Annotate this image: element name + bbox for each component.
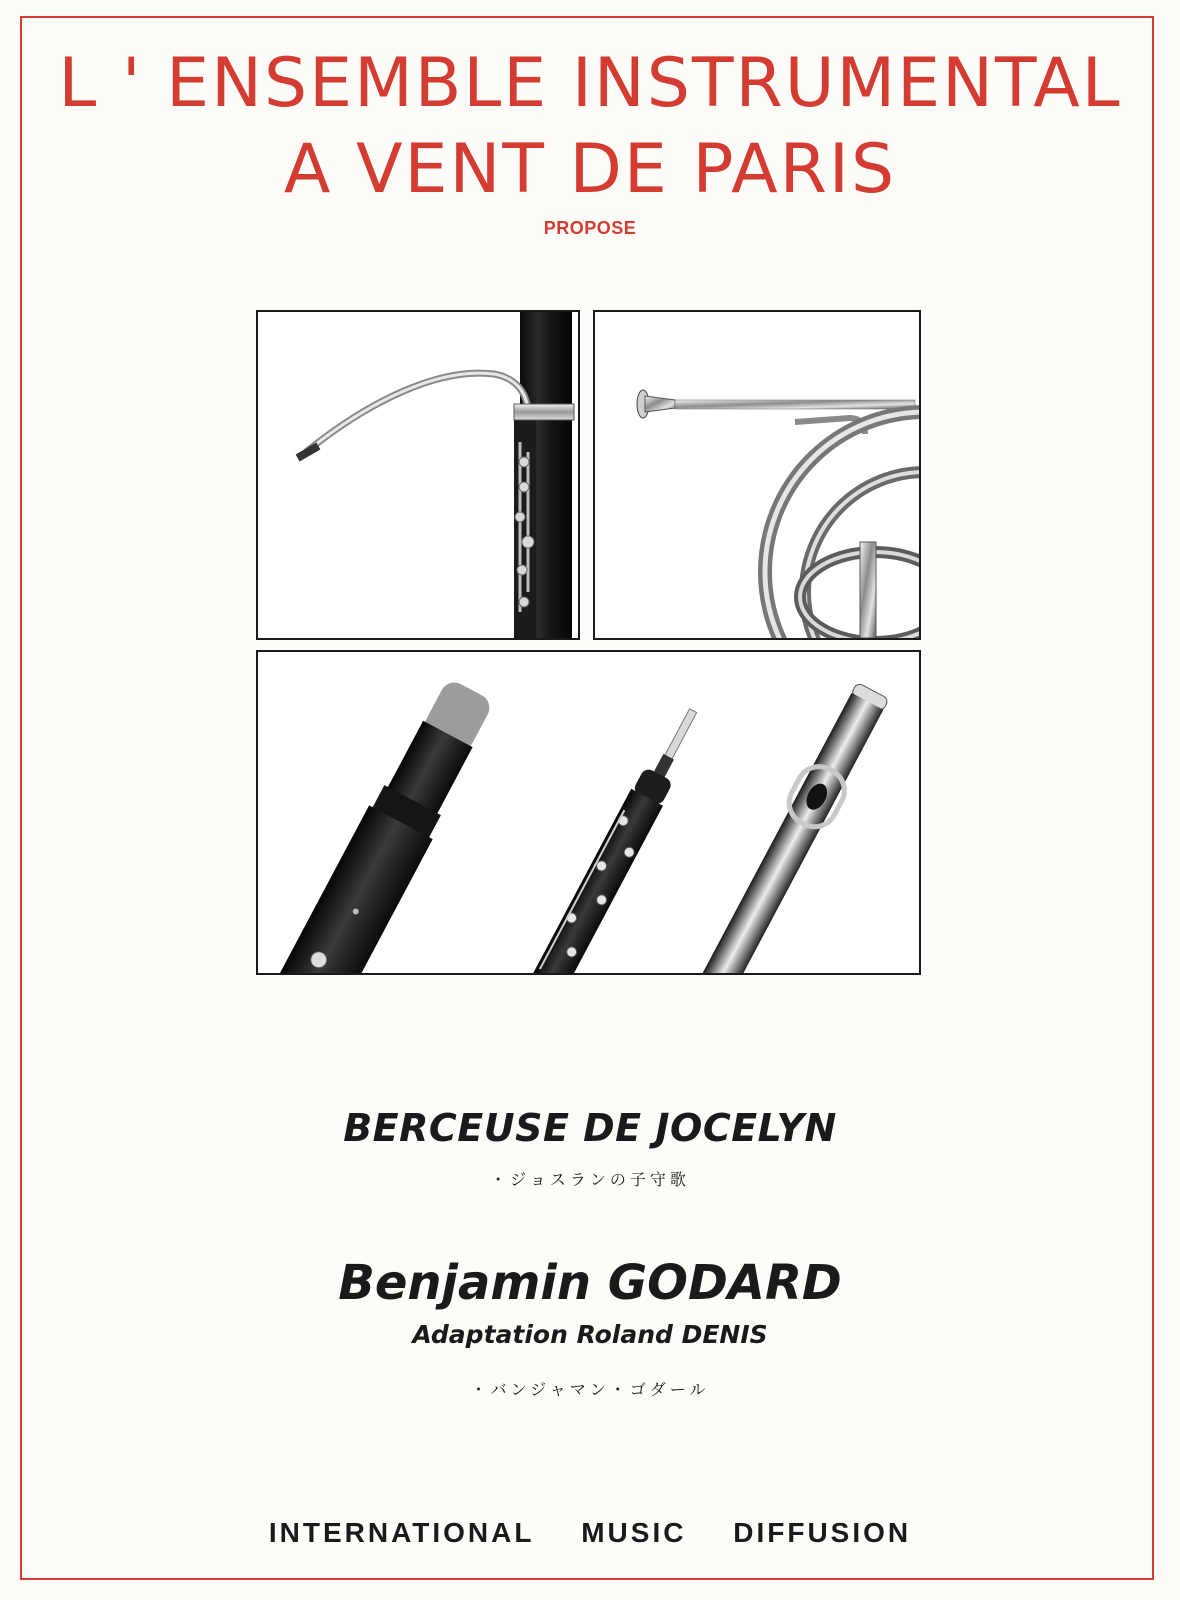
- bassoon-icon: [258, 312, 578, 638]
- french-horn-icon: [595, 312, 919, 638]
- piece-title-japanese: ・ジョスランの子守歌: [490, 1170, 690, 1189]
- woodwinds-icon: [258, 652, 919, 973]
- composer-name: Benjamin GODARD: [338, 1255, 842, 1311]
- publisher-word-music: MUSIC: [581, 1517, 687, 1548]
- ensemble-title-line2: A VENT DE PARIS: [283, 130, 897, 209]
- arranger-credit: Adaptation Roland DENIS: [412, 1320, 768, 1349]
- french-horn-photo: [593, 310, 921, 640]
- publisher-word-diffusion: DIFFUSION: [733, 1517, 912, 1548]
- propose-label: PROPOSE: [543, 218, 637, 238]
- publisher-name: [0, 1517, 1180, 1549]
- woodwinds-photo: [256, 650, 921, 975]
- publisher-word-international: INTERNATIONAL: [268, 1517, 535, 1548]
- piece-title: BERCEUSE DE JOCELYN: [343, 1106, 837, 1150]
- bassoon-photo: [256, 310, 580, 640]
- ensemble-title-line1: L ' ENSEMBLE INSTRUMENTAL: [58, 44, 1122, 123]
- composer-name-japanese: ・バンジャマン・ゴダール: [470, 1380, 710, 1399]
